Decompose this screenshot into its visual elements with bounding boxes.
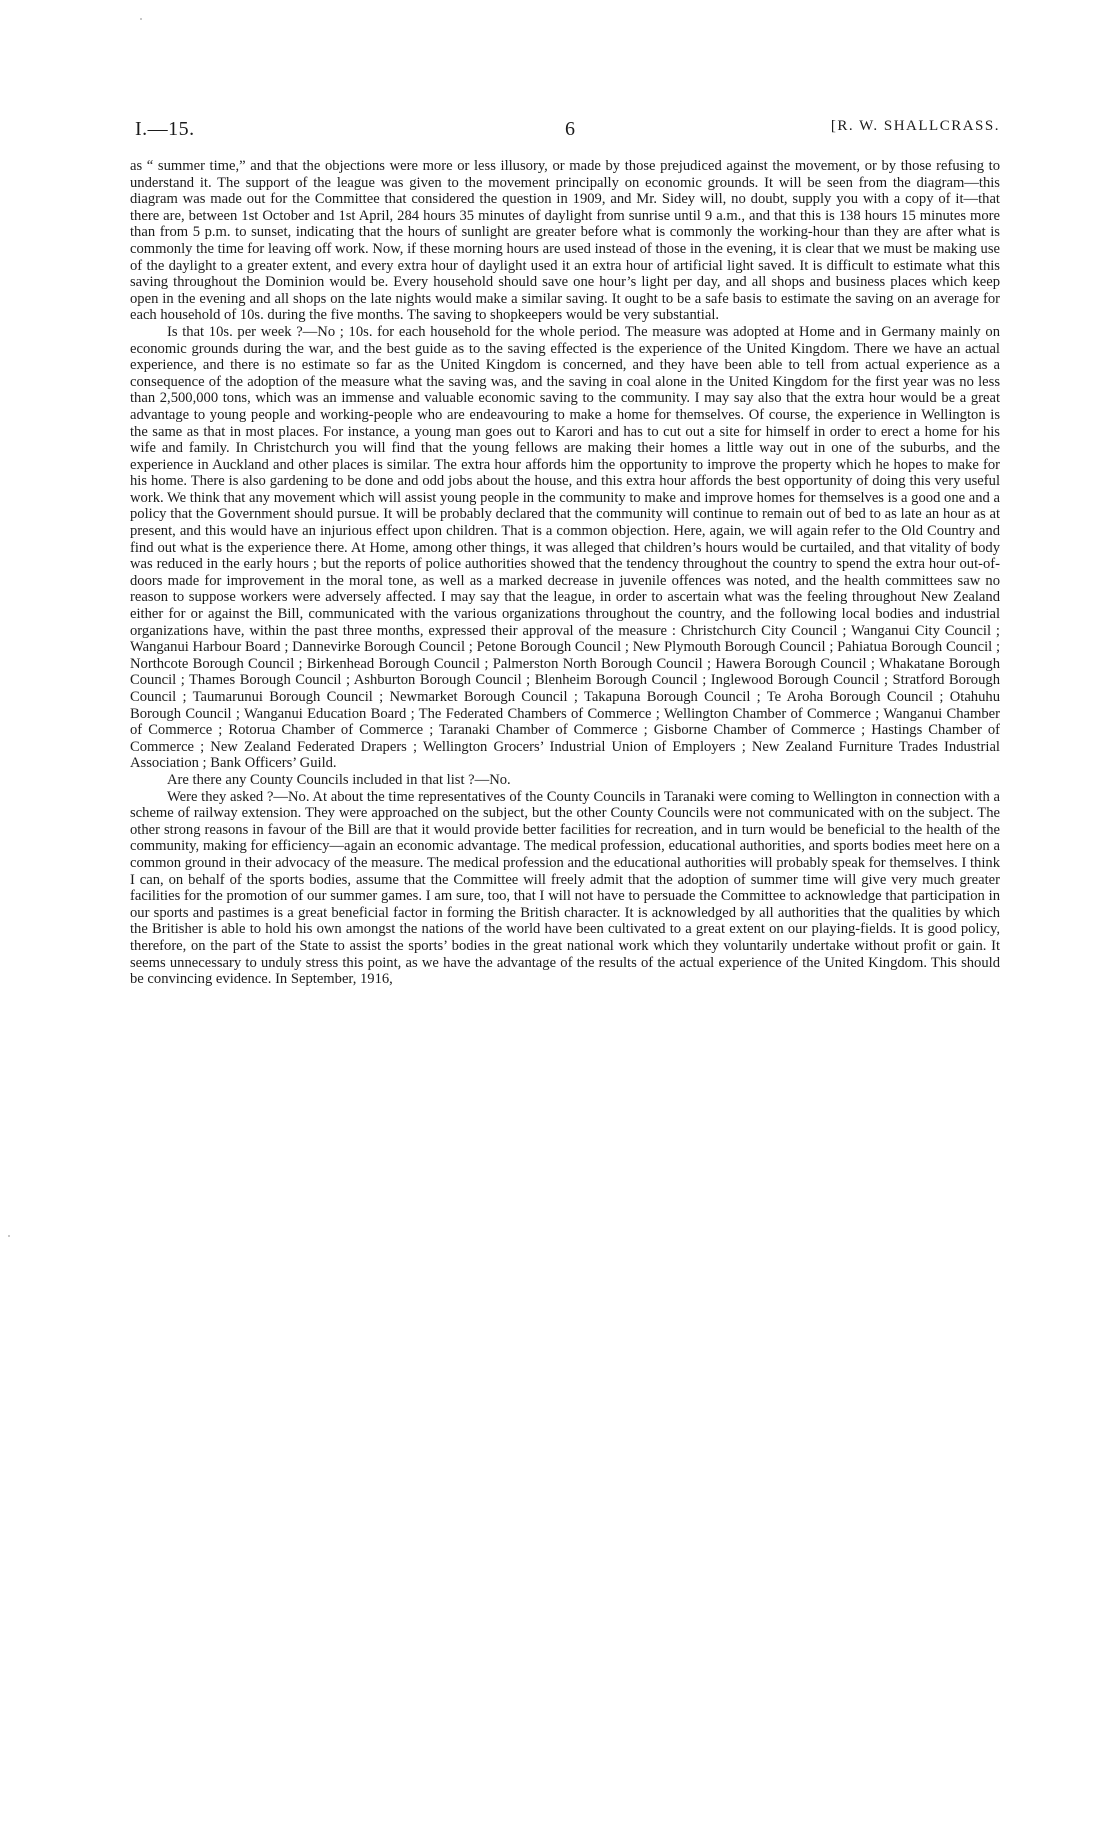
page-number: 6 [565, 118, 576, 140]
scan-speck [8, 1235, 10, 1237]
document-reference: I.—15. [135, 118, 195, 140]
page-header [135, 118, 1000, 148]
paragraph: Were they asked ?—No. At about the time representatives of the County Councils in Taranaki were coming to Wellington in connection with a scheme of railway extension. They were approached on the subject, but the other County Councils were not communicated with on the subject. The other strong reasons in favour of the Bill are that it would provide better facilities for recreation, and in turn would be beneficial to the health of the community, making for efficiency—again an economic advantage. The medical profession, educational authorities, and sports bodies meet here on a common ground in their advocacy of the measure. The medical profession and the educational authorities will probably speak for themselves. I think I can, on behalf of the sports bodies, assume that the Committee will freely admit that the adoption of summer time will give very much greater facilities for the promotion of our summer games. I am sure, too, that I will not have to persuade the Committee to acknowledge that participation in our sports and pastimes is a great beneficial factor in forming the British character. It is acknowledged by all authorities that the qualities by which the Britisher is able to hold his own amongst the nations of the world have been cultivated to a great extent on our playing-fields. It is good policy, therefore, on the part of the State to assist the sports’ bodies in the great national work which they voluntarily undertake without profit or gain. It seems unnecessary to unduly stress this point, as we have the advantage of the results of the actual experience of the United Kingdom. This should be convincing evidence. In September, 1916, [130, 788, 1000, 988]
scan-speck [140, 18, 142, 20]
witness-name: [R. W. SHALLCRASS. [830, 118, 1000, 134]
paragraph: Is that 10s. per week ?—No ; 10s. for each household for the whole period. The measure was adopted at Home and in Germany mainly on economic grounds during the war, and the best guide as to the saving effected is the experience of the United Kingdom. There we have an actual experience, and there is no estimate so far as the United Kingdom is concerned, and they have been able to tell from actual experience as a consequence of the adoption of the measure what the saving was, and the saving in coal alone in the United Kingdom for the first year was no less than 2,500,000 tons, which was an immense and valuable economic saving to the community. I may say also that the extra hour would be a great advantage to young people and working-people who are endeavouring to make a home for themselves. Of course, the experience in Wellington is the same as that in most places. For instance, a young man goes out to Karori and has to cut out a site for himself in order to erect a home for his wife and family. In Christchurch you will find that the young fellows are making their homes a little way out in one of the suburbs, and the experience in Auckland and other places is similar. The extra hour affords him the opportunity to improve the property which he hopes to make for his home. There is also gardening to be done and odd jobs about the house, and this extra hour affords the best opportunity of doing this very useful work. We think that any movement which will assist young people in the community to make and improve homes for themselves is a good one and a policy that the Government should pursue. It will be probably declared that the community will continue to remain out of bed to as late an hour as at present, and this would have an injurious effect upon children. That is a common objection. Here, again, we will again refer to the Old Country and find out what is the experience there. At Home, among other things, it was alleged that children’s hours would be curtailed, and that vitality of body was reduced in the early hours ; but the reports of police authorities showed that the tendency throughout the country to spend the extra hour out-of-doors made for improvement in the moral tone, as well as a marked decrease in juvenile offences was noted, and the health committees saw no reason to suppose workers were adversely affected. I may say that the league, in order to ascertain what was the feeling throughout New Zealand either for or against the Bill, communicated with the various organizations throughout the country, and the following local bodies and industrial organizations have, within the past three months, expressed their approval of the measure : Christchurch City Council ; Wanganui City Council ; Wanganui Harbour Board ; Dannevirke Borough Council ; Petone Borough Council ; New Plymouth Borough Council ; Pahiatua Borough Council ; Northcote Borough Council ; Birkenhead Borough Council ; Palmerston North Borough Council ; Hawera Borough Council ; Whakatane Borough Council ; Thames Borough Council ; Ashburton Borough Council ; Blenheim Borough Council ; Inglewood Borough Council ; Stratford Borough Council ; Taumarunui Borough Council ; Newmarket Borough Council ; Takapuna Borough Council ; Te Aroha Borough Council ; Otahuhu Borough Council ; Wanganui Education Board ; The Federated Chambers of Commerce ; Wellington Chamber of Commerce ; Wanganui Chamber of Commerce ; Rotorua Chamber of Commerce ; Taranaki Chamber of Commerce ; Gisborne Chamber of Commerce ; Hastings Chamber of Commerce ; New Zealand Federated Drapers ; Wellington Grocers’ Industrial Union of Employers ; New Zealand Furniture Trades Industrial Association ; Bank Officers’ Guild. [130, 323, 1000, 772]
body-text [130, 158, 1000, 988]
paragraph: Are there any County Councils included in that list ?—No. [167, 771, 511, 788]
paragraph: as “ summer time,” and that the objections were more or less illusory, or made by those prejudiced against the movement, or by those refusing to understand it. The support of the league was given to the movement principally on economic grounds. It will be seen from the diagram—this diagram was made out for the Committee that considered the question in 1909, and Mr. Sidey will, no doubt, supply you with a copy of it—that there are, between 1st October and 1st April, 284 hours 35 minutes of daylight from sunrise until 9 a.m., and that this is 138 hours 15 minutes more than from 5 p.m. to sunset, indicating that the hours of sunlight are greater before what is commonly the working-hour than they are after what is commonly the time for leaving off work. Now, if these morning hours are used instead of those in the evening, it is clear that we must be making use of the daylight to a greater extent, and every extra hour of daylight used it an extra hour of artificial light saved. It is difficult to estimate what this saving throughout the Dominion would be. Every household should save one hour’s light per day, and all shops and business places which keep open in the evening and all shops on the late nights would make a similar saving. It ought to be a safe basis to estimate the saving on an average for each household of 10s. during the five months. The saving to shopkeepers would be very substantial. [130, 158, 1000, 324]
